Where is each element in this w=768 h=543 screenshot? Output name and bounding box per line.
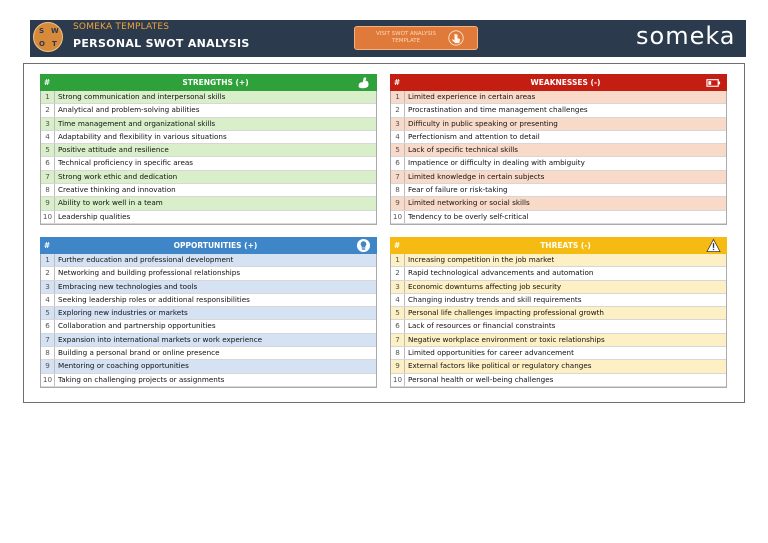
row-text: Strong communication and interpersonal skills (58, 92, 226, 101)
row-text: Personal health or well-being challenges (408, 374, 554, 384)
row-number: 10 (41, 374, 55, 386)
row-number: 1 (41, 254, 55, 266)
table-row[interactable] (391, 320, 726, 333)
row-text: Impatience or difficulty in dealing with ambiguity (408, 158, 585, 168)
row-text: Changing industry trends and skill requirements (408, 294, 582, 304)
row-text: Economic downturns affecting job security (408, 281, 562, 291)
row-text: Positive attitude and resilience (58, 145, 169, 155)
page-title: PERSONAL SWOT ANALYSIS (73, 37, 250, 50)
table-row[interactable] (41, 144, 376, 157)
visit-swot-template-button[interactable] (354, 26, 478, 50)
strengths-table (40, 74, 377, 225)
table-row[interactable] (391, 294, 726, 307)
logo-letter-s: S (39, 27, 45, 35)
row-text: Strong work ethic and dedication (58, 171, 178, 181)
row-number: 8 (41, 184, 55, 196)
row-number: 10 (41, 211, 55, 223)
row-text: Exploring new industries or markets (58, 308, 188, 318)
threats-hash: # (393, 241, 401, 250)
warning-icon (706, 238, 721, 253)
table-row[interactable] (391, 131, 726, 144)
row-number: 1 (391, 254, 405, 266)
table-row[interactable] (41, 320, 376, 333)
row-number: 3 (41, 118, 55, 130)
row-text: Increasing competition in the job market (408, 255, 555, 264)
row-number: 7 (41, 334, 55, 346)
strengths-header (40, 74, 377, 91)
table-row[interactable] (391, 157, 726, 170)
brand-subtitle: SOMEKA TEMPLATES (73, 22, 170, 32)
table-row[interactable] (391, 144, 726, 157)
table-row[interactable] (391, 104, 726, 117)
row-number: 7 (391, 334, 405, 346)
row-number: 9 (41, 197, 55, 209)
lightbulb-icon (356, 238, 371, 253)
row-text: Limited opportunities for career advancement (408, 348, 574, 358)
table-row[interactable] (41, 211, 376, 224)
row-number: 5 (41, 307, 55, 319)
row-text: Tendency to be overly self-critical (408, 211, 529, 221)
row-number: 6 (391, 157, 405, 169)
row-number: 7 (41, 171, 55, 183)
row-text: Limited knowledge in certain subjects (408, 171, 545, 181)
row-number: 1 (391, 91, 405, 103)
table-row[interactable] (41, 157, 376, 170)
visit-button-label: VISIT SWOT ANALYSIS TEMPLATE (376, 31, 436, 44)
table-row[interactable] (391, 197, 726, 210)
table-row[interactable] (391, 360, 726, 373)
threats-table (390, 237, 727, 388)
table-row[interactable] (391, 211, 726, 224)
row-text: Procrastination and time management challenges (408, 105, 588, 115)
row-number: 8 (391, 347, 405, 359)
logo-letter-t: T (52, 40, 57, 48)
row-text: Further education and professional development (58, 255, 234, 264)
row-number: 7 (391, 171, 405, 183)
weaknesses-table (390, 74, 727, 225)
row-text: Perfectionism and attention to detail (408, 131, 540, 141)
table-row[interactable] (41, 118, 376, 131)
row-text: Analytical and problem-solving abilities (58, 105, 200, 115)
row-number: 4 (41, 294, 55, 306)
row-text: Networking and building professional relationships (58, 268, 241, 278)
row-number: 3 (391, 118, 405, 130)
row-text: Rapid technological advancements and automation (408, 268, 594, 278)
threats-title: THREATS (-) (540, 241, 591, 250)
opportunities-rows (40, 254, 377, 388)
top-header (0, 0, 768, 58)
table-row[interactable] (391, 118, 726, 131)
row-number: 9 (391, 360, 405, 372)
row-text: Fear of failure or risk-taking (408, 185, 508, 195)
row-number: 6 (391, 320, 405, 332)
table-row[interactable] (41, 347, 376, 360)
table-row[interactable] (391, 281, 726, 294)
table-row[interactable] (41, 281, 376, 294)
row-text: Difficulty in public speaking or presenting (408, 118, 558, 128)
row-text: Limited experience in certain areas (408, 92, 536, 101)
table-row[interactable] (41, 374, 376, 387)
table-row[interactable] (391, 254, 726, 267)
table-row[interactable] (391, 347, 726, 360)
table-row[interactable] (391, 374, 726, 387)
table-row[interactable] (391, 307, 726, 320)
table-row[interactable] (391, 184, 726, 197)
row-number: 9 (391, 197, 405, 209)
table-row[interactable] (41, 91, 376, 104)
row-text: Time management and organizational skills (58, 118, 216, 128)
row-number: 4 (391, 131, 405, 143)
weaknesses-header (390, 74, 727, 91)
opportunities-hash: # (43, 241, 51, 250)
weaknesses-rows (390, 91, 727, 225)
row-number: 5 (391, 144, 405, 156)
pointer-hand-icon (447, 29, 465, 47)
row-number: 9 (41, 360, 55, 372)
opportunities-table (40, 237, 377, 388)
table-row[interactable] (41, 184, 376, 197)
row-text: Technical proficiency in specific areas (58, 158, 194, 168)
row-number: 6 (41, 157, 55, 169)
table-row[interactable] (41, 360, 376, 373)
row-text: External factors like political or regulatory changes (408, 361, 592, 371)
table-row[interactable] (41, 254, 376, 267)
opportunities-header (40, 237, 377, 254)
table-row[interactable] (41, 294, 376, 307)
table-row[interactable] (41, 197, 376, 210)
table-row[interactable] (391, 91, 726, 104)
strengths-hash: # (43, 78, 51, 87)
row-number: 3 (41, 281, 55, 293)
table-row[interactable] (41, 104, 376, 117)
table-row[interactable] (391, 171, 726, 184)
row-text: Seeking leadership roles or additional responsibilities (58, 294, 250, 304)
threats-rows (390, 254, 727, 388)
row-text: Ability to work well in a team (58, 198, 163, 208)
row-number: 2 (391, 267, 405, 279)
row-text: Lack of resources or financial constraints (408, 321, 556, 331)
row-text: Expansion into international markets or work experience (58, 334, 263, 344)
table-row[interactable] (41, 267, 376, 280)
flexed-arm-icon (356, 75, 371, 90)
row-number: 5 (41, 144, 55, 156)
swot-logo-icon (33, 22, 63, 52)
table-row[interactable] (41, 307, 376, 320)
row-number: 8 (391, 184, 405, 196)
row-text: Collaboration and partnership opportunities (58, 321, 216, 331)
row-text: Taking on challenging projects or assignments (58, 374, 225, 384)
weaknesses-title: WEAKNESSES (-) (530, 78, 601, 87)
row-number: 3 (391, 281, 405, 293)
table-row[interactable] (41, 131, 376, 144)
row-text: Limited networking or social skills (408, 198, 530, 208)
row-number: 8 (41, 347, 55, 359)
row-number: 10 (391, 211, 405, 223)
row-text: Creative thinking and innovation (58, 185, 176, 195)
row-number: 2 (41, 267, 55, 279)
row-number: 1 (41, 91, 55, 103)
table-row[interactable] (41, 171, 376, 184)
logo-letter-w: W (51, 27, 59, 35)
table-row[interactable] (391, 334, 726, 347)
weaknesses-hash: # (393, 78, 401, 87)
row-text: Embracing new technologies and tools (58, 281, 198, 291)
low-battery-icon (706, 75, 721, 90)
row-number: 6 (41, 320, 55, 332)
row-text: Negative workplace environment or toxic relationships (408, 334, 605, 344)
strengths-title: STRENGTHS (+) (182, 78, 249, 87)
someka-logo: someka (636, 22, 736, 50)
row-text: Adaptability and flexibility in various situations (58, 131, 227, 141)
row-number: 2 (41, 104, 55, 116)
row-number: 4 (391, 294, 405, 306)
opportunities-title: OPPORTUNITIES (+) (173, 241, 258, 250)
row-text: Leadership qualities (58, 211, 131, 221)
row-text: Mentoring or coaching opportunities (58, 361, 189, 371)
row-number: 5 (391, 307, 405, 319)
table-row[interactable] (391, 267, 726, 280)
row-text: Building a personal brand or online presence (58, 348, 220, 358)
row-number: 10 (391, 374, 405, 386)
row-number: 4 (41, 131, 55, 143)
row-number: 2 (391, 104, 405, 116)
row-text: Lack of specific technical skills (408, 145, 519, 155)
threats-header (390, 237, 727, 254)
logo-letter-o: O (39, 40, 45, 48)
table-row[interactable] (41, 334, 376, 347)
strengths-rows (40, 91, 377, 225)
row-text: Personal life challenges impacting professional growth (408, 308, 604, 318)
